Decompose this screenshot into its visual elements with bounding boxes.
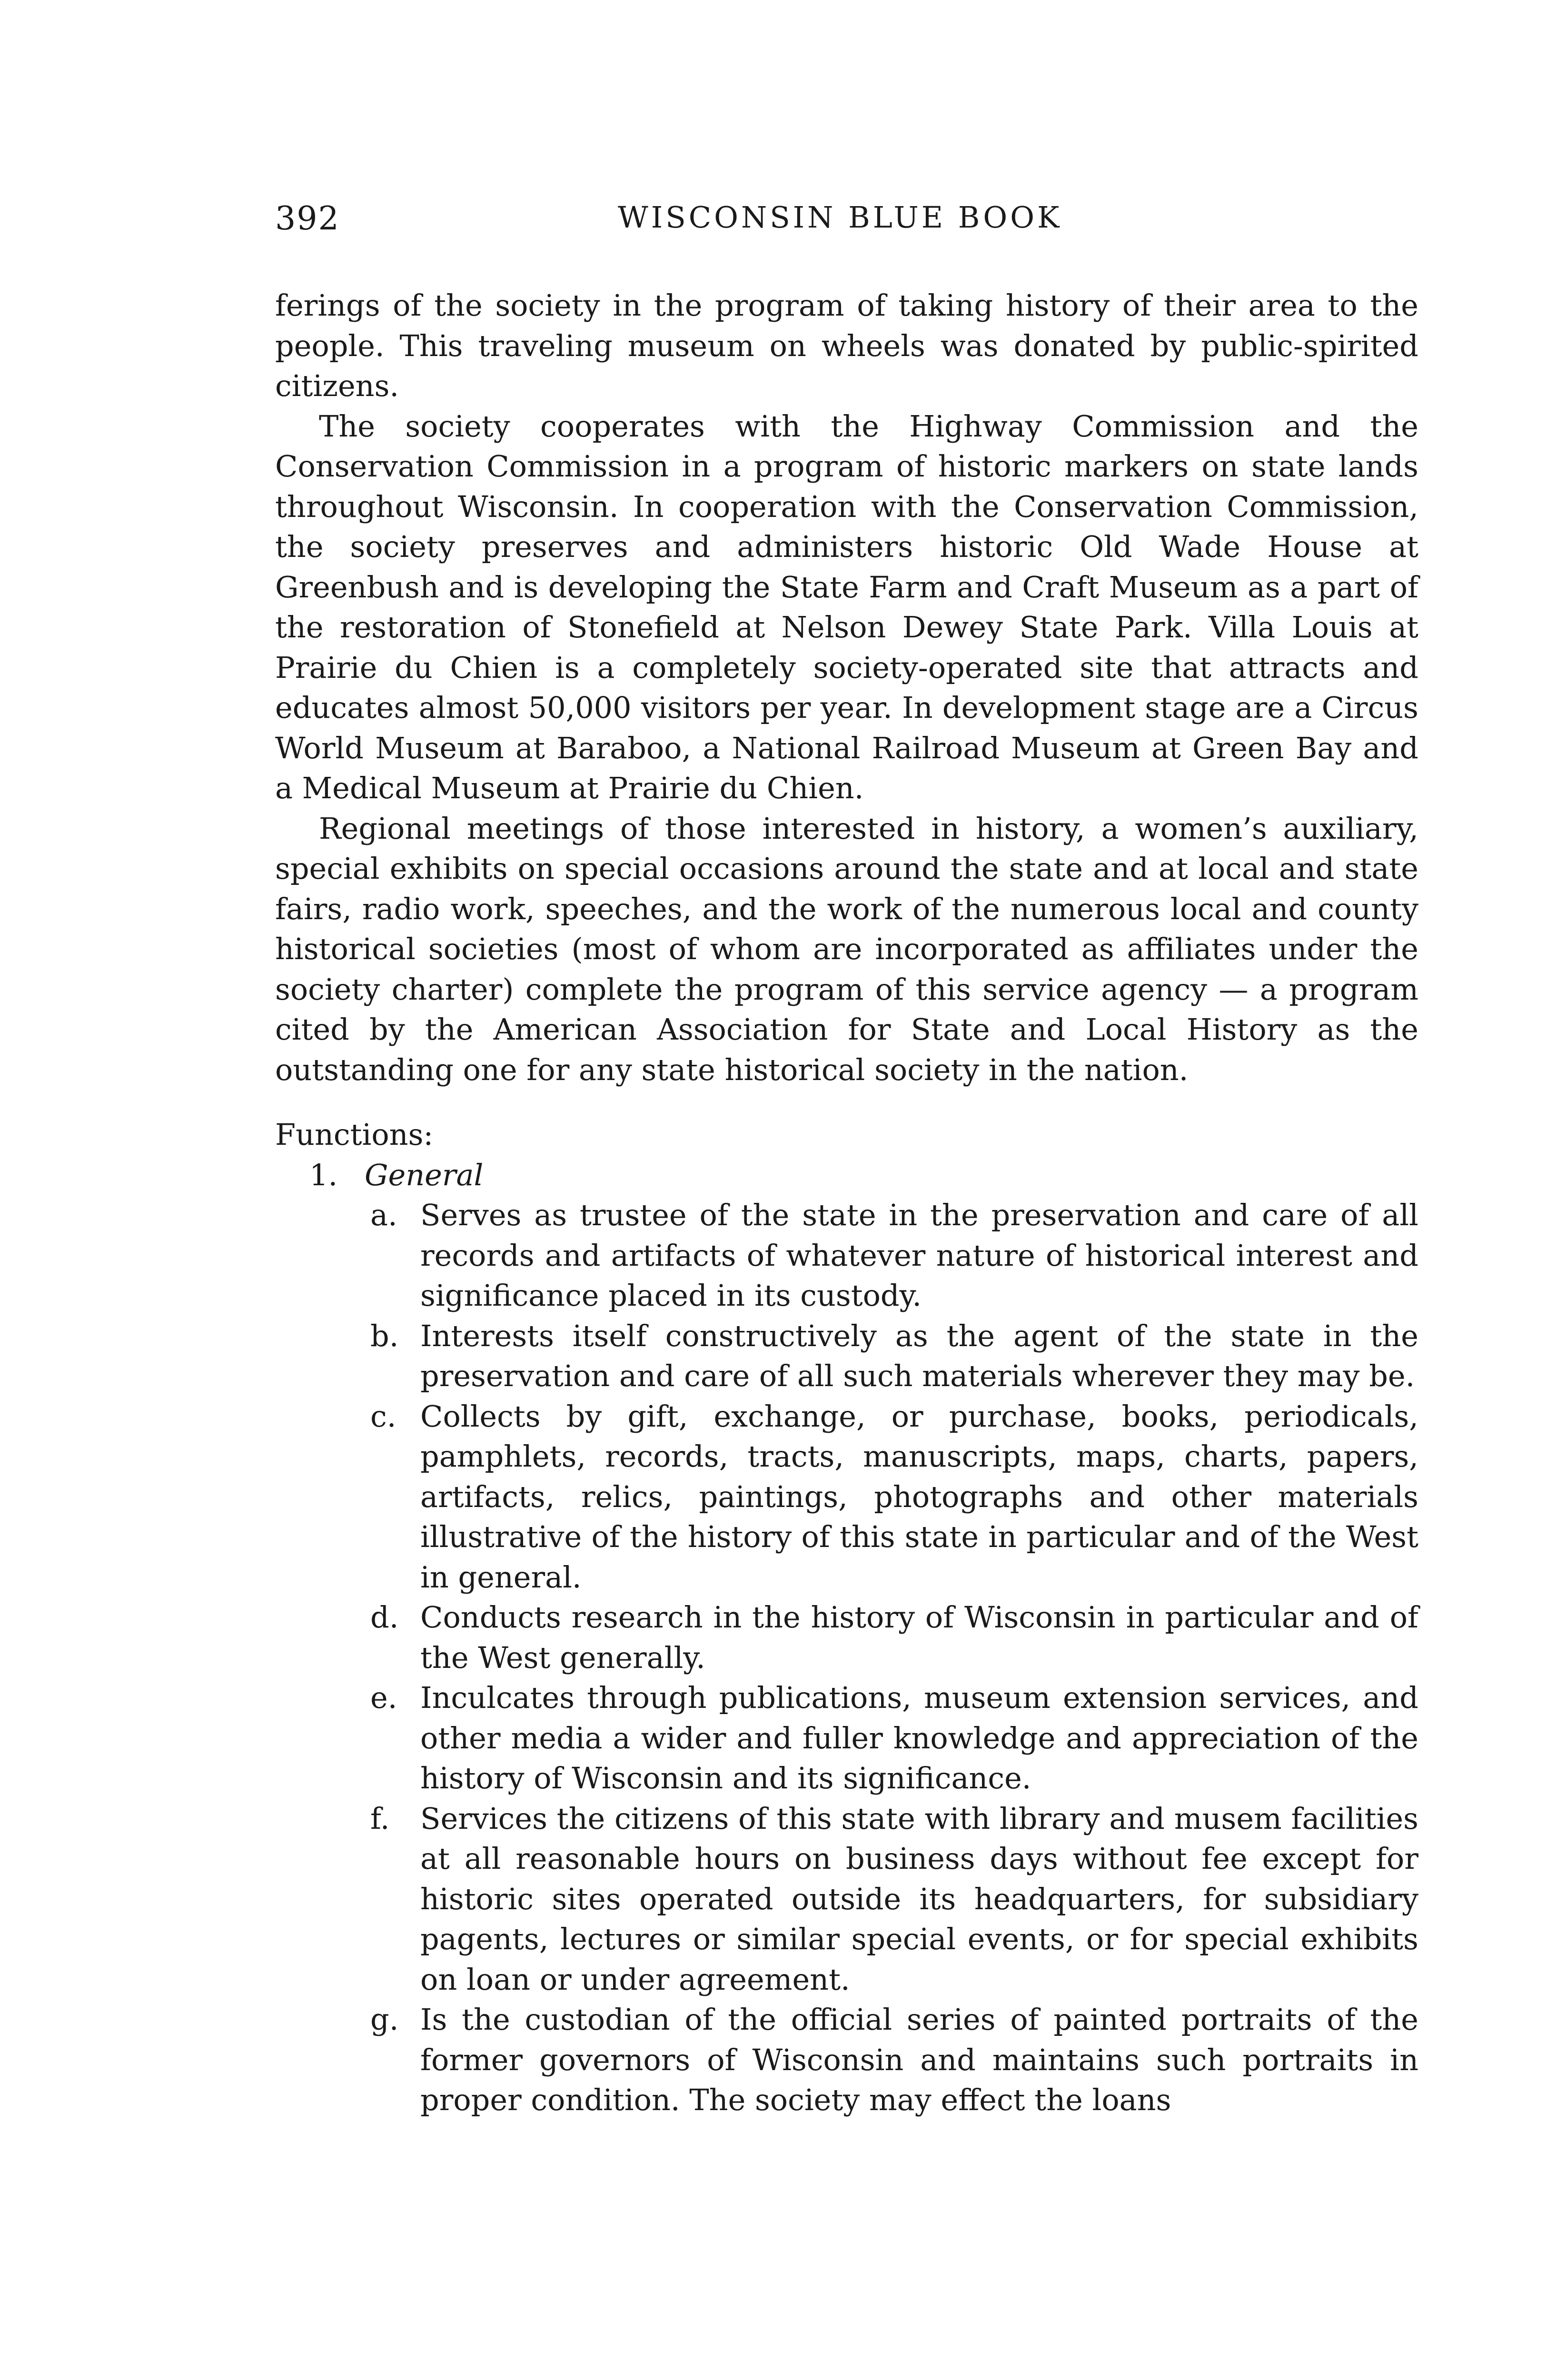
paragraph-cooperation: The society cooperates with the Highway Commission and the Conservation Commission in a program of historic markers on state lands throughout Wisconsin. In cooperation with the Conservation Commission, the society preserves and administers historic Old Wade House at Greenbush and is developing the State Farm and Craft Museum as a part of the restoration of Stonefield at Nelson Dewey State Park. Villa Louis at Prairie du Chien is a completely society-operated site that attracts and educates almost 50,000 visitors per year. In development stage are a Circus World Museum at Baraboo, a National Railroad Museum at Green Bay and a Medical Museum at Prairie du Chien.	[275, 408, 1418, 805]
running-head	[275, 200, 1417, 248]
functions-item-general	[275, 1155, 1418, 1196]
list-item	[275, 1597, 1418, 1678]
list-item-letter: f.	[370, 1801, 390, 1836]
general-functions-list	[275, 1195, 1418, 2121]
functions-heading: Functions:	[275, 1117, 434, 1152]
list-item-text: Services the citizens of this state with library and musem facilities at all reasonable hours on business days without fee except for historic sites operated outside its headquarters, for subsidiary pagents, lectures or similar special events, or for special exhibits on loan or under agreement.	[420, 1801, 1418, 1997]
list-item-letter: e.	[370, 1680, 397, 1715]
list-item	[275, 1799, 1418, 2000]
body-text	[275, 286, 1418, 2121]
list-item-text: Serves as trustee of the state in the preservation and care of all records and artifacts of whatever nature of historical interest and significance placed in its custody.	[420, 1198, 1418, 1313]
list-item-text: Interests itself constructively as the agent of the state in the preservation and care of all such materials wherever they may be.	[420, 1318, 1418, 1393]
running-title: WISCONSIN BLUE BOOK	[618, 200, 1062, 235]
list-item-text: Collects by gift, exchange, or purchase, books, periodicals, pamphlets, records, tracts, manuscripts, maps, charts, papers, artifacts, relics, paintings, photographs and other materials illustrative of the history of this state in particular and of the West in general.	[420, 1398, 1418, 1595]
list-item	[275, 1195, 1418, 1316]
list-item-text: Is the custodian of the official series of painted portraits of the former governors of Wisconsin and maintains such portraits in proper condition. The society may effect the loans	[420, 2002, 1418, 2117]
list-item-letter: b.	[370, 1318, 399, 1353]
list-label: General	[365, 1157, 484, 1192]
list-item-letter: g.	[370, 2002, 399, 2037]
list-item-letter: d.	[370, 1600, 399, 1635]
list-item-letter: c.	[370, 1398, 396, 1434]
list-number: 1.	[309, 1157, 338, 1192]
list-item	[275, 1397, 1418, 1598]
list-item-letter: a.	[370, 1198, 397, 1232]
list-item	[275, 2000, 1418, 2121]
paragraph-continued: ferings of the society in the program of taking history of their area to the people. This traveling museum on wheels was donated by public-spirited citizens.	[275, 288, 1418, 403]
paragraph-regional-meetings: Regional meetings of those interested in history, a women’s auxiliary, special exhibits on special occasions around the state and at local and state fairs, radio work, speeches, and the work of the numerous local and county historical societies (most of whom are incorporated as affiliates under the society charter) complete the program of this service agency — a program cited by the American Association for State and Local History as the outstanding one for any state historical society in the nation.	[275, 811, 1418, 1087]
page-number: 392	[275, 200, 340, 238]
list-item	[275, 1316, 1418, 1397]
list-item	[275, 1678, 1418, 1799]
list-item-text: Conducts research in the history of Wisconsin in particular and of the West generally.	[420, 1600, 1418, 1675]
list-item-text: Inculcates through publications, museum extension services, and other media a wider and fuller knowledge and appreciation of the history of Wisconsin and its significance.	[420, 1680, 1418, 1795]
